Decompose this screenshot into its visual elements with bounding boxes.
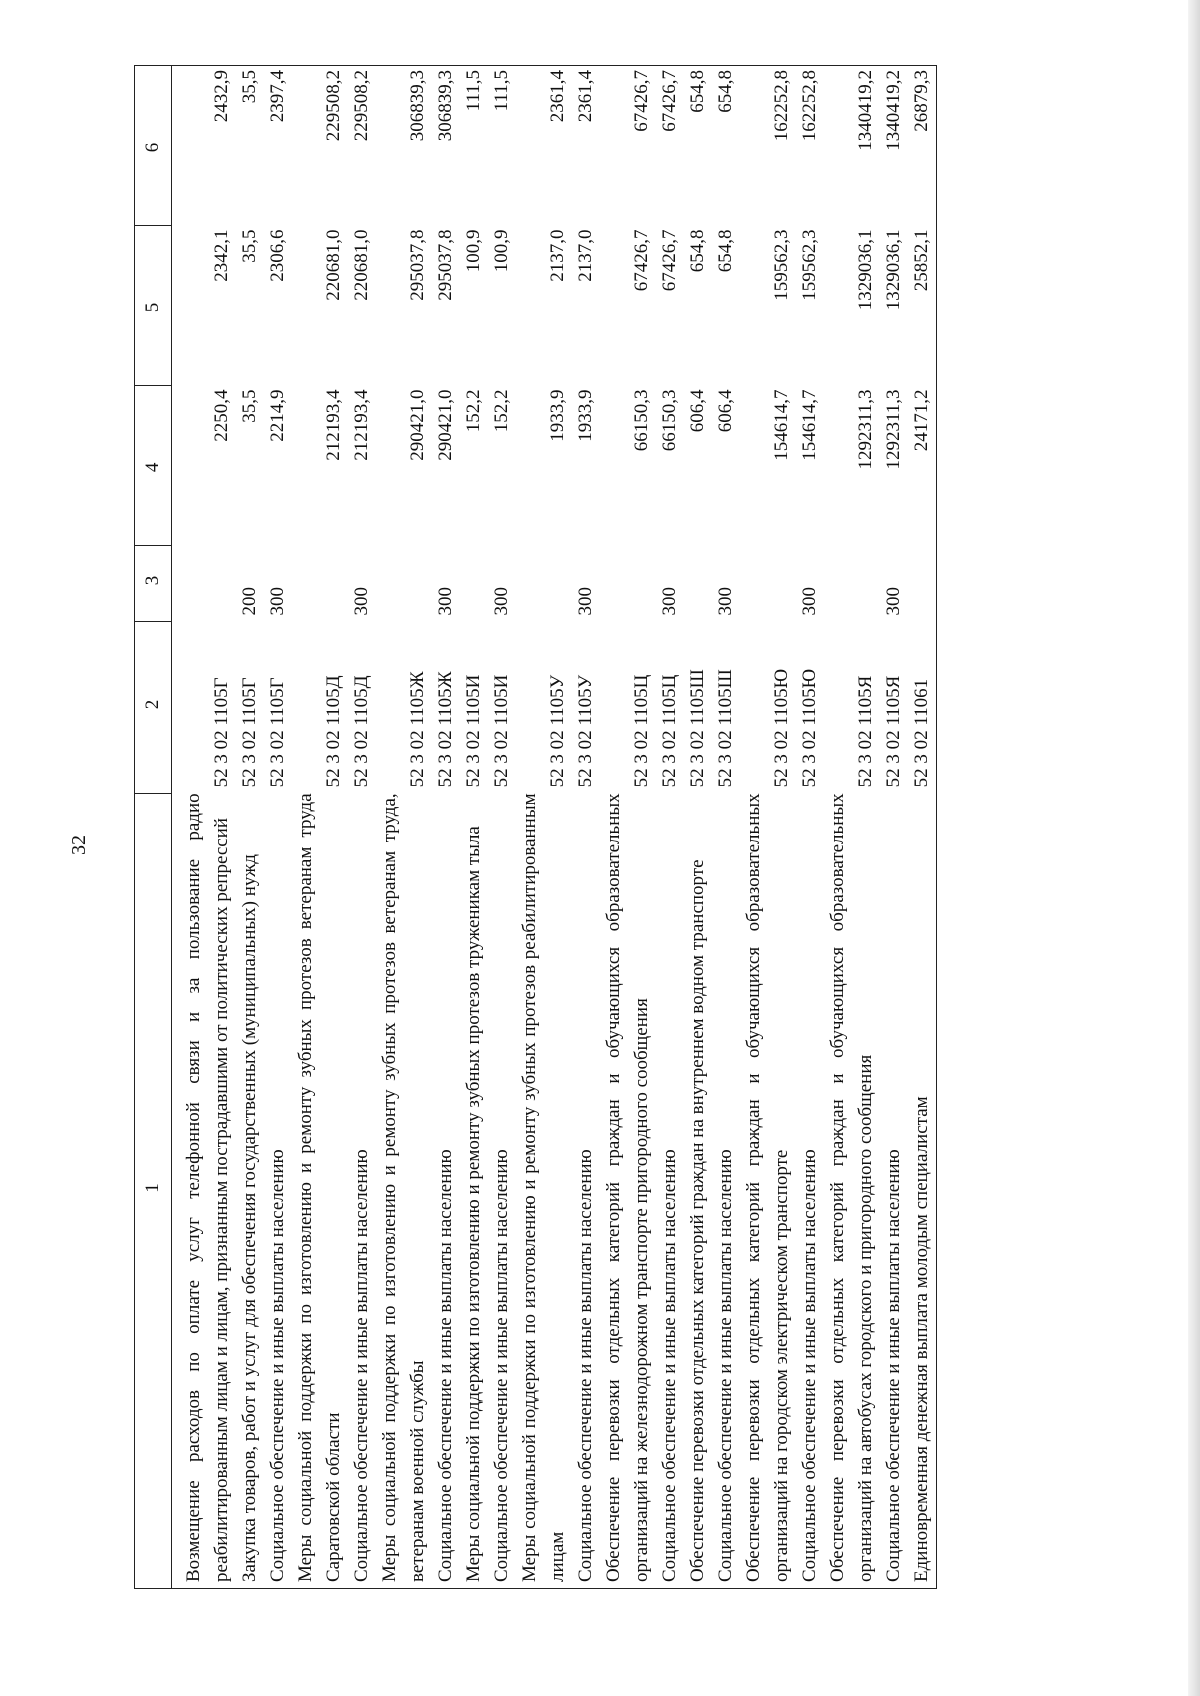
row-value-col6: 2432,9	[211, 70, 232, 123]
row-value-col6: 162252,8	[799, 70, 820, 142]
row-value-col5: 100,9	[463, 229, 484, 273]
row-type: 300	[267, 587, 288, 616]
row-name: Меры социальной поддержки по изготовлению и ремонту зубных протезов ветеранам труда Саратовской области	[295, 793, 344, 1582]
row-code: 52 3 02 1105Ш	[687, 669, 708, 788]
page-number: 32	[68, 835, 90, 855]
row-type: 300	[883, 587, 904, 616]
row-type	[460, 545, 488, 621]
table-row	[376, 66, 432, 1589]
row-type	[824, 545, 880, 621]
row-code: 52 3 02 1105Г	[267, 677, 288, 788]
row-code: 52 3 02 11061	[911, 678, 932, 788]
table-row	[432, 66, 460, 1589]
row-code: 52 3 02 1105Ж	[435, 671, 456, 788]
row-name: Социальное обеспечение и иные выплаты населению	[715, 1149, 736, 1582]
row-code: 52 3 02 1105Ц	[631, 674, 652, 788]
row-type: 300	[715, 587, 736, 616]
row-value-col4: 154614,7	[799, 389, 820, 461]
row-value-col4: 66150,3	[659, 389, 680, 452]
row-value-col4: 290421,0	[435, 389, 456, 461]
row-name: Обеспечение перевозки отдельных категорий граждан на внутреннем водном транспорте	[687, 859, 708, 1582]
row-value-col4: 24171,2	[911, 389, 932, 452]
table-row	[796, 66, 824, 1589]
row-code: 52 3 02 1105Ш	[715, 669, 736, 788]
row-value-col5: 159562,3	[771, 229, 792, 301]
row-value-col4: 2214,9	[267, 389, 288, 442]
row-type: 300	[351, 587, 372, 616]
row-value-col5: 67426,7	[659, 229, 680, 292]
table-row	[236, 66, 264, 1589]
row-value-col5: 2342,1	[211, 229, 232, 282]
row-value-col5: 1329036,1	[883, 229, 904, 311]
row-code: 52 3 02 1105Ю	[799, 668, 820, 788]
row-value-col4: 1933,9	[547, 389, 568, 442]
row-value-col4: 1292311,3	[855, 389, 876, 470]
row-type: 300	[659, 587, 680, 616]
row-name: Социальное обеспечение и иные выплаты населению	[799, 1149, 820, 1582]
row-name: Социальное обеспечение и иные выплаты населению	[659, 1149, 680, 1582]
row-value-col4: 1292311,3	[883, 389, 904, 470]
row-type: 200	[239, 587, 260, 616]
table-row	[684, 66, 712, 1589]
row-value-col4: 35,5	[239, 389, 260, 423]
table-row	[656, 66, 684, 1589]
row-name: Меры социальной поддержки по изготовлению и ремонту зубных протезов труженикам тыла	[463, 826, 484, 1582]
row-value-col6: 2361,4	[547, 70, 568, 123]
row-value-col4: 212193,4	[323, 389, 344, 461]
row-value-col5: 295037,8	[407, 229, 428, 301]
row-value-col6: 229508,2	[351, 70, 372, 142]
row-value-col6: 1340419,2	[883, 70, 904, 151]
row-value-col4: 66150,3	[631, 389, 652, 452]
row-value-col4: 606,4	[715, 389, 736, 433]
column-header-6: 6	[135, 66, 172, 226]
row-value-col6: 654,8	[715, 70, 736, 113]
row-value-col4: 1933,9	[575, 389, 596, 442]
row-value-col5: 654,8	[687, 229, 708, 273]
row-type	[292, 545, 348, 621]
row-value-col5: 2306,6	[267, 229, 288, 282]
row-value-col6: 26879,3	[911, 70, 932, 132]
row-value-col6: 306839,3	[407, 70, 428, 142]
table-row	[572, 66, 600, 1589]
column-header-5: 5	[135, 226, 172, 386]
row-value-col4: 290421,0	[407, 389, 428, 461]
table-row	[460, 66, 488, 1589]
row-name: Обеспечение перевозки отдельных категорий граждан и обучающихся образовательных организаций на автобусах городского и пригородного сообщения	[827, 793, 876, 1582]
rotated-page-content	[60, 65, 1140, 1625]
table-row	[740, 66, 796, 1589]
row-value-col5: 220681,0	[351, 229, 372, 301]
row-name: Меры социальной поддержки по изготовлению и ремонту зубных протезов ветеранам труда, ветеранам военной службы	[379, 793, 428, 1582]
row-code: 52 3 02 1105И	[491, 674, 512, 788]
table-row	[908, 66, 937, 1589]
row-name: Обеспечение перевозки отдельных категорий граждан и обучающихся образовательных организаций на железнодорожном транспорте пригородного сообщения	[603, 793, 652, 1582]
row-value-col4: 212193,4	[351, 389, 372, 461]
row-type: 300	[491, 587, 512, 616]
row-code: 52 3 02 1105И	[463, 674, 484, 788]
row-value-col6: 2361,4	[575, 70, 596, 123]
row-value-col4: 154614,7	[771, 389, 792, 461]
row-name: Возмещение расходов по оплате услуг телефонной связи и за пользование радио реабилитированным лицам и лицам, признанным пострадавшими от политических репрессий	[183, 793, 232, 1582]
row-code: 52 3 02 1105Я	[855, 675, 876, 788]
row-type: 300	[575, 587, 596, 616]
row-code: 52 3 02 1105Д	[351, 675, 372, 788]
row-value-col6: 67426,7	[631, 70, 652, 132]
table-body	[172, 66, 937, 1589]
row-value-col5: 654,8	[715, 229, 736, 273]
table-header-row	[135, 66, 172, 1589]
row-code: 52 3 02 1105Д	[323, 675, 344, 788]
column-header-4: 4	[135, 385, 172, 545]
row-type	[908, 545, 937, 621]
row-code: 52 3 02 1105Ц	[659, 674, 680, 788]
row-value-col4: 2250,4	[211, 389, 232, 442]
row-type	[740, 545, 796, 621]
column-header-3: 3	[135, 545, 172, 621]
row-name: Меры социальной поддержки по изготовлению и ремонту зубных протезов реабилитированным лицам	[519, 793, 568, 1582]
row-value-col6: 111,5	[463, 70, 484, 112]
table-row	[824, 66, 880, 1589]
row-code: 52 3 02 1105Г	[239, 677, 260, 788]
row-name: Социальное обеспечение и иные выплаты населению	[267, 1149, 288, 1582]
row-code: 52 3 02 1105Ж	[407, 671, 428, 788]
table-row	[600, 66, 656, 1589]
row-name: Закупка товаров, работ и услуг для обеспечения государственных (муниципальных) нужд	[239, 854, 260, 1582]
row-value-col6: 2397,4	[267, 70, 288, 123]
row-value-col4: 152,2	[463, 389, 484, 433]
row-value-col5: 220681,0	[323, 229, 344, 301]
row-name: Социальное обеспечение и иные выплаты населению	[575, 1149, 596, 1582]
table-row	[516, 66, 572, 1589]
row-value-col5: 1329036,1	[855, 229, 876, 311]
row-value-col4: 606,4	[687, 389, 708, 433]
row-value-col6: 35,5	[239, 70, 260, 104]
column-header-2: 2	[135, 622, 172, 794]
row-type	[684, 545, 712, 621]
row-name: Социальное обеспечение и иные выплаты населению	[883, 1149, 904, 1582]
row-value-col4: 152,2	[491, 389, 512, 433]
table-row	[712, 66, 740, 1589]
row-name: Обеспечение перевозки отдельных категорий граждан и обучающихся образовательных организаций на городском электрическом транспорте	[743, 793, 792, 1582]
row-code: 52 3 02 1105Ю	[771, 668, 792, 788]
row-value-col6: 111,5	[491, 70, 512, 112]
column-header-1: 1	[135, 793, 172, 1588]
row-code: 52 3 02 1105Г	[211, 677, 232, 788]
row-value-col5: 67426,7	[631, 229, 652, 292]
row-value-col6: 162252,8	[771, 70, 792, 142]
budget-table	[134, 65, 937, 1589]
row-type	[600, 545, 656, 621]
row-value-col5: 100,9	[491, 229, 512, 273]
row-type: 300	[435, 587, 456, 616]
table-row	[488, 66, 516, 1589]
row-type	[172, 545, 237, 621]
row-name: Единовременная денежная выплата молодым специалистам	[911, 1096, 932, 1582]
row-code: 52 3 02 1105Я	[883, 675, 904, 788]
row-value-col5: 295037,8	[435, 229, 456, 301]
table-row	[880, 66, 908, 1589]
row-type	[516, 545, 572, 621]
row-code: 52 3 02 1105У	[575, 674, 596, 788]
row-name: Социальное обеспечение и иные выплаты населению	[351, 1149, 372, 1582]
row-type: 300	[799, 587, 820, 616]
row-name: Социальное обеспечение и иные выплаты населению	[491, 1149, 512, 1582]
row-value-col6: 654,8	[687, 70, 708, 113]
row-value-col5: 35,5	[239, 229, 260, 263]
row-value-col5: 25852,1	[911, 229, 932, 292]
row-value-col5: 2137,0	[547, 229, 568, 282]
table-row	[172, 66, 237, 1589]
row-value-col5: 159562,3	[799, 229, 820, 301]
table-row	[292, 66, 348, 1589]
row-value-col6: 67426,7	[659, 70, 680, 132]
table-row	[348, 66, 376, 1589]
row-type	[376, 545, 432, 621]
row-name: Социальное обеспечение и иные выплаты населению	[435, 1149, 456, 1582]
scan-edge-shadow	[1188, 0, 1200, 1696]
row-value-col6: 306839,3	[435, 70, 456, 142]
row-value-col6: 1340419,2	[855, 70, 876, 151]
table-row	[264, 66, 292, 1589]
row-value-col5: 2137,0	[575, 229, 596, 282]
row-value-col6: 229508,2	[323, 70, 344, 142]
row-code: 52 3 02 1105У	[547, 674, 568, 788]
